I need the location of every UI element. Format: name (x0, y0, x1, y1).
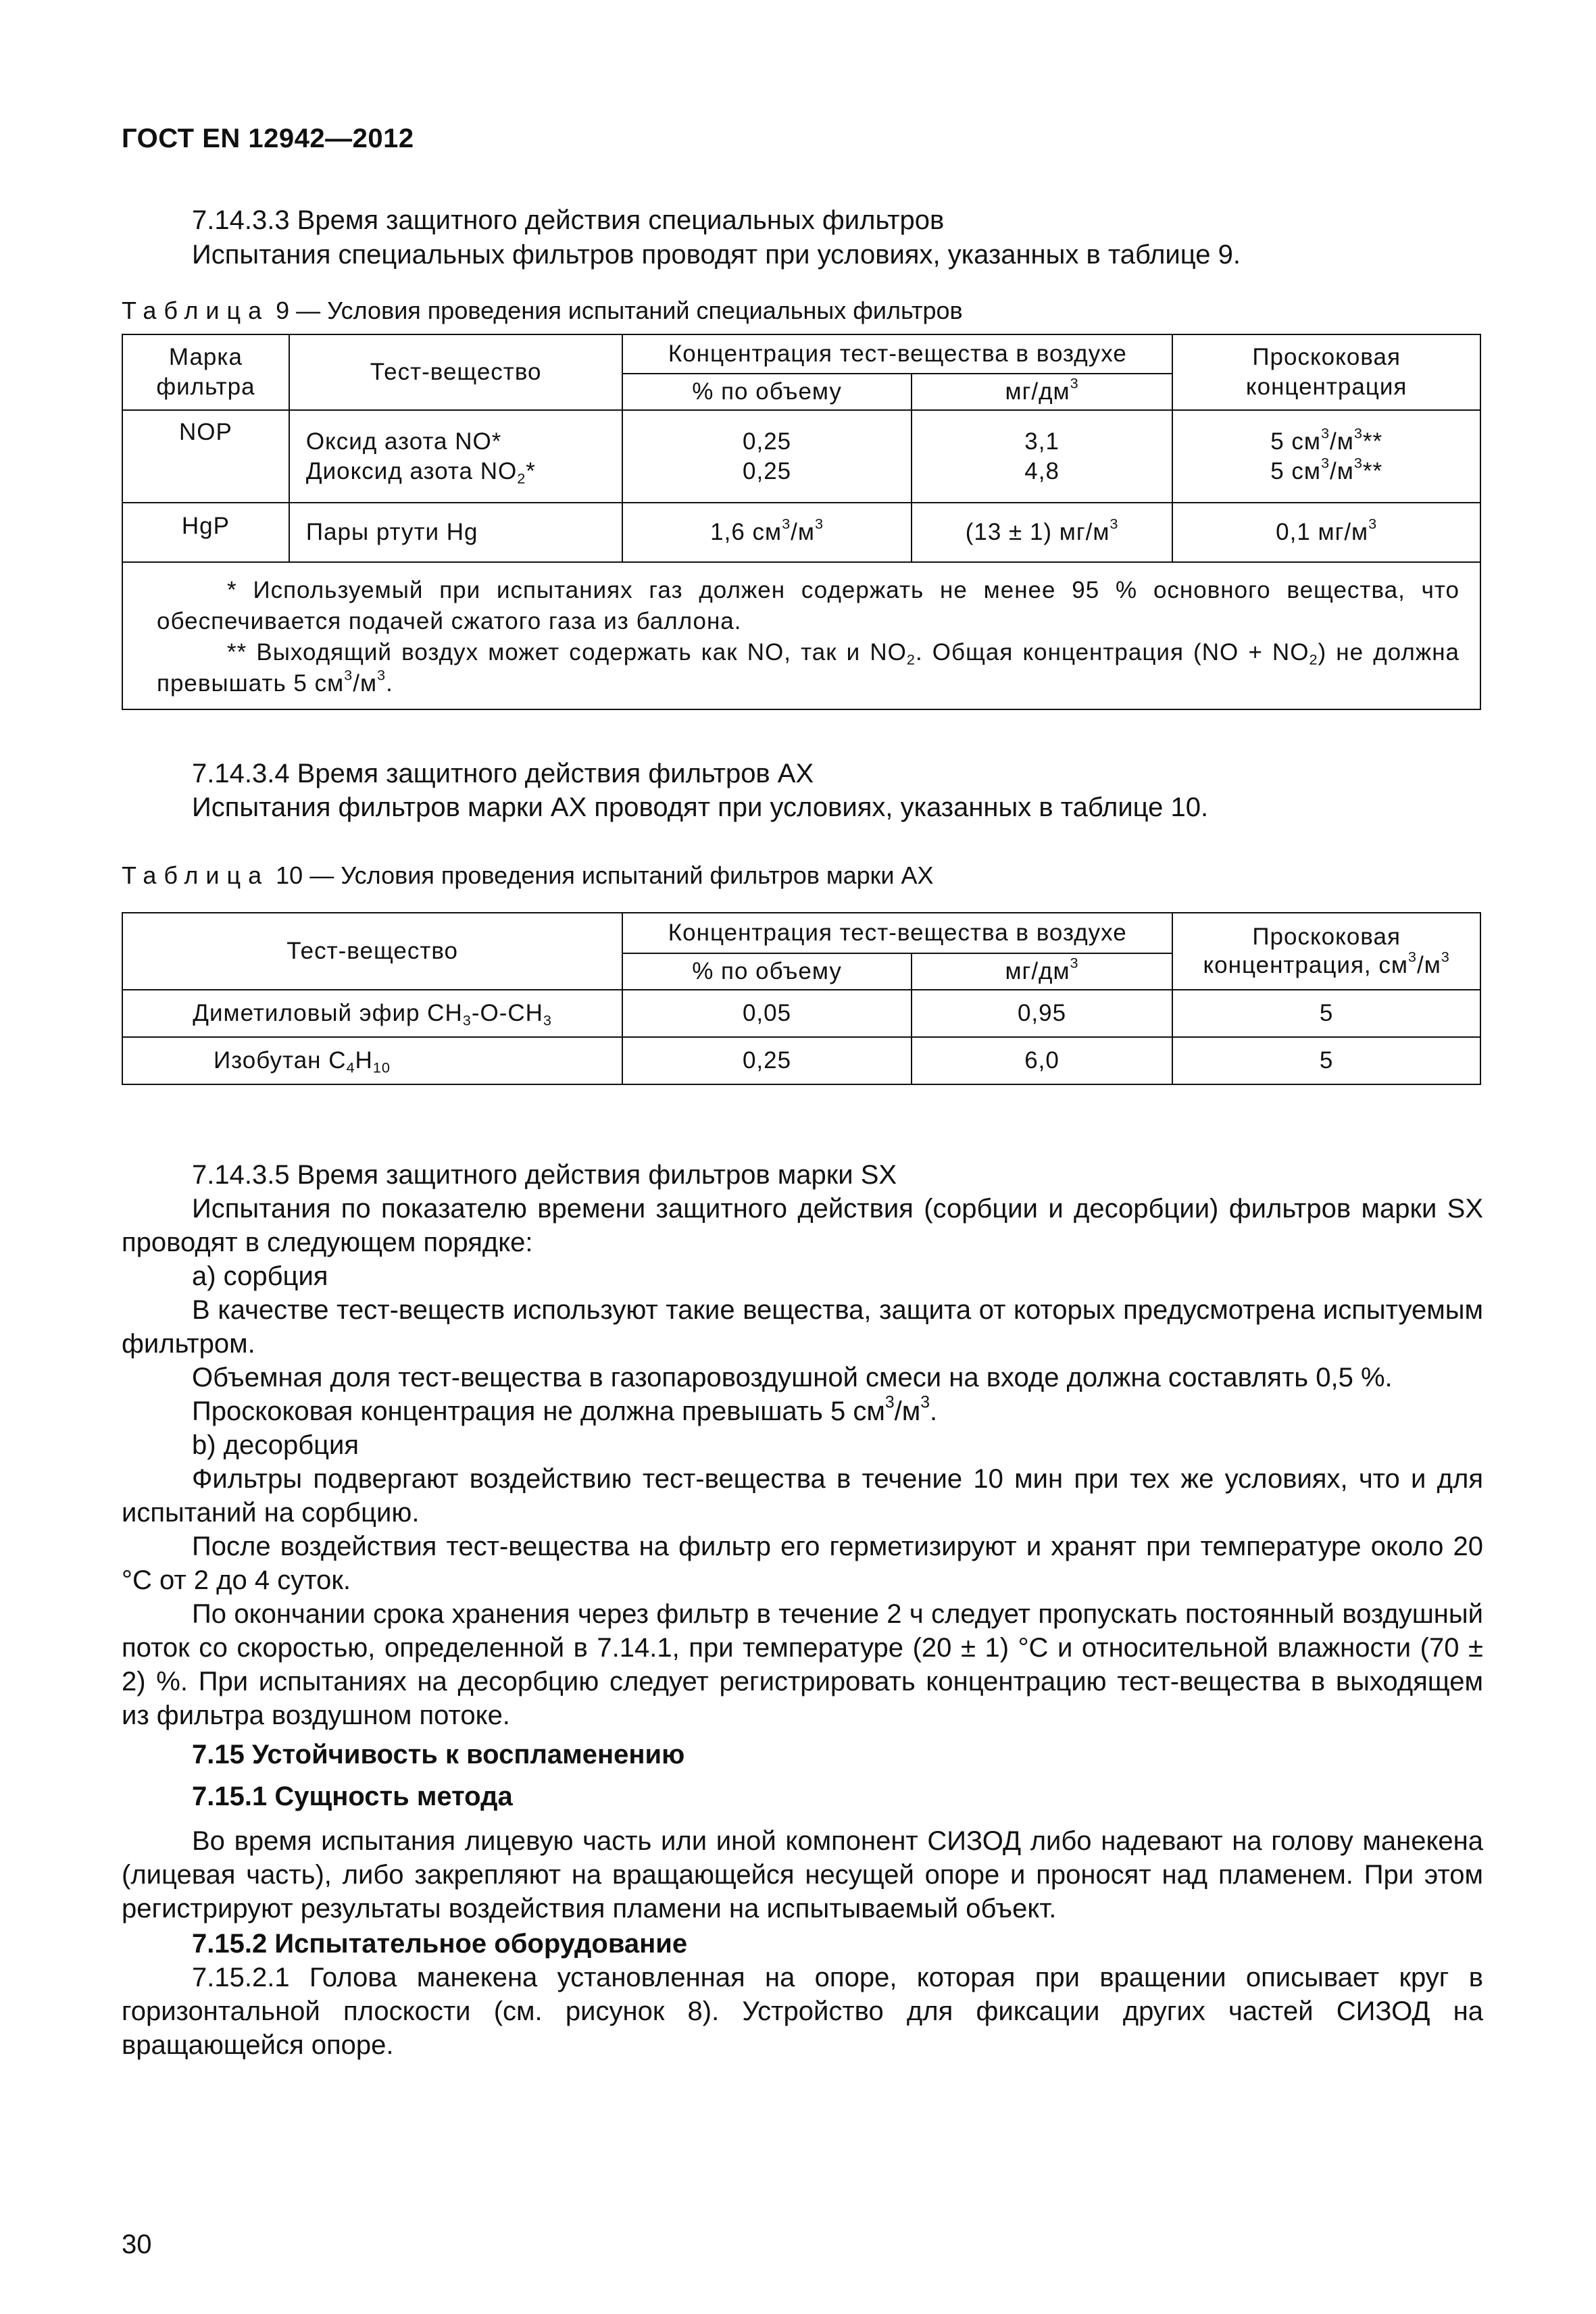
table-9-hgp-test: Пары ртути Hg (289, 503, 622, 562)
table-row (122, 503, 1480, 562)
table-row (122, 410, 1480, 503)
table-10-header-pct: % по объему (622, 953, 912, 990)
table-9-notes-row (122, 562, 1480, 709)
table-9-notes (122, 562, 1480, 709)
section-7-14-3-5-p2: В качестве тест-веществ используют такие вещества, защита от которых предусмотрена испытуемым фильтром. (122, 1295, 1483, 1359)
table-10-header-test: Тест-вещество (122, 913, 622, 990)
table-10-row-1-name: Диметиловый эфир $CH_3-O-CH_3$ (122, 990, 622, 1037)
section-7-14-3-5-p3: Объемная доля тест-вещества в газопаровоздушной смеси на входе должна составлять 0,5 %. (192, 1363, 1393, 1392)
table-9-note-2: ** Выходящий воздух может содержать как NO, так и $NO_2$. Общая концентрация $(NO + NO_2)$ не должна превышать 5 $см^3/м^3$. (157, 639, 1460, 697)
table-9-hgp-mg: (13 ± 1) $мг/м^3$ (912, 503, 1172, 562)
table-10-header-mg: $мг/дм^3$ (912, 953, 1173, 990)
section-7-14-3-4-title: 7.14.3.4 Время защитного действия фильтров AX (192, 759, 814, 788)
section-7-14-3-5-b: b) десорбция (192, 1430, 359, 1460)
table-9-hgp-pct: 1,6 $см^3/м^3$ (622, 503, 912, 562)
section-7-15-1-text: Во время испытания лицевую часть или иной компонент СИЗОД либо надевают на голову манекена (лицевая часть), либо закрепляют на вращающейся несущей опоре и проносят над пламенем. При этом регистрируют результаты воздействия пламени на испытываемый объект. (122, 1826, 1483, 1923)
table-9-nop-mark: NOP (122, 410, 289, 503)
table-10 (122, 912, 1481, 1085)
table-10-row-2-name: Изобутан $C_4H_{10}$ (122, 1037, 622, 1084)
table-row (122, 1037, 1480, 1084)
table-10-row-1-pct: 0,05 (622, 990, 912, 1037)
table-9-hgp-break: 0,1 $мг/м^3$ (1172, 503, 1480, 562)
section-7-14-3-5-a: а) сорбция (192, 1261, 328, 1291)
table-10-row-2-mg: 6,0 (912, 1037, 1173, 1084)
table-9-header-mark: Марка фильтра (122, 334, 289, 410)
table-10-caption: Таблица 10 — Условия проведения испытаний фильтров марки AX (122, 861, 934, 889)
table-9-note-1: * Используемый при испытаниях газ должен содержать не менее 95 % основного вещества, что обеспечивается подачей сжатого газа из баллона. (157, 577, 1460, 634)
table-10-row-2-pct: 0,25 (622, 1037, 912, 1084)
table-9-header-break: Проскоковая концентрация (1172, 334, 1480, 410)
table-9-nop-mg: 3,1 4,8 (912, 410, 1172, 503)
table-9-nop-break: 5 $см^3/м^3**$ 5 $см^3/м^3**$ (1172, 410, 1480, 503)
table-10-header-break: Проскоковая концентрация, $см^3/м^3$ (1172, 913, 1480, 990)
section-7-14-3-5-p6: После воздействия тест-вещества на фильтр его герметизируют и хранят при температуре около 20 °C от 2 до 4 суток. (122, 1532, 1483, 1595)
table-9-header-pct: % по объему (622, 374, 912, 410)
table-9-header-conc: Концентрация тест-вещества в воздухе (622, 334, 1172, 374)
section-7-14-3-4-text: Испытания фильтров марки AX проводят при условиях, указанных в таблице 10. (192, 793, 1209, 822)
document-code-header: ГОСТ EN 12942—2012 (122, 124, 414, 153)
table-10-row-1-break: 5 (1172, 990, 1480, 1037)
table-9-header-test: Тест-вещество (289, 334, 622, 410)
section-7-14-3-5-p4: Проскоковая концентрация не должна превышать 5 $см^3/м^3$. (192, 1393, 938, 1426)
table-10-row-1-mg: 0,95 (912, 990, 1173, 1037)
section-7-14-3-5-p5: Фильтры подвергают воздействию тест-вещества в течение 10 мин при тех же условиях, что и для испытаний на сорбцию. (122, 1464, 1483, 1528)
table-9-nop-test: Оксид азота NO* Диоксид азота $NO_2*$ (289, 410, 622, 503)
section-7-14-3-3-text: Испытания специальных фильтров проводят при условиях, указанных в таблице 9. (192, 240, 1241, 270)
table-9-header-mg: $мг/дм^3$ (912, 374, 1172, 410)
table-10-row-2-break: 5 (1172, 1037, 1480, 1084)
section-7-15-title: 7.15 Устойчивость к воспламенению (192, 1740, 685, 1769)
table-9-nop-pct: 0,25 0,25 (622, 410, 912, 503)
table-9-caption: Таблица 9 — Условия проведения испытаний специальных фильтров (122, 297, 963, 324)
section-7-15-2-title: 7.15.2 Испытательное оборудование (192, 1929, 688, 1959)
section-7-14-3-5-p7: По окончании срока хранения через фильтр в течение 2 ч следует пропускать постоянный воздушный поток со скоростью, определенной в 7.14.1, при температуре (20 ± 1) °C и относительной влажности (70 ± 2) %. При испытаниях на десорбцию следует регистрировать концентрацию тест-вещества в выходящем из фильтра воздушном потоке. (122, 1599, 1483, 1730)
table-row (122, 990, 1480, 1037)
section-7-15-2-text: 7.15.2.1 Голова манекена установленная на опоре, которая при вращении описывает круг в горизонтальной плоскости (см. рисунок 8). Устройство для фиксации других частей СИЗОД на вращающейся опоре. (122, 1963, 1483, 2060)
section-7-15-1-title: 7.15.1 Сущность метода (192, 1782, 513, 1811)
table-9 (122, 334, 1481, 710)
section-7-14-3-5-p1: Испытания по показателю времени защитного действия (сорбции и десорбции) фильтров марки SX проводят в следующем порядке: (122, 1194, 1483, 1257)
section-7-14-3-5-title: 7.14.3.5 Время защитного действия фильтров марки SX (192, 1160, 897, 1190)
page-number: 30 (122, 2230, 152, 2259)
table-10-header-conc: Концентрация тест-вещества в воздухе (622, 913, 1172, 953)
table-9-hgp-mark: HgP (122, 503, 289, 562)
section-7-14-3-3-title: 7.14.3.3 Время защитного действия специальных фильтров (192, 205, 945, 235)
